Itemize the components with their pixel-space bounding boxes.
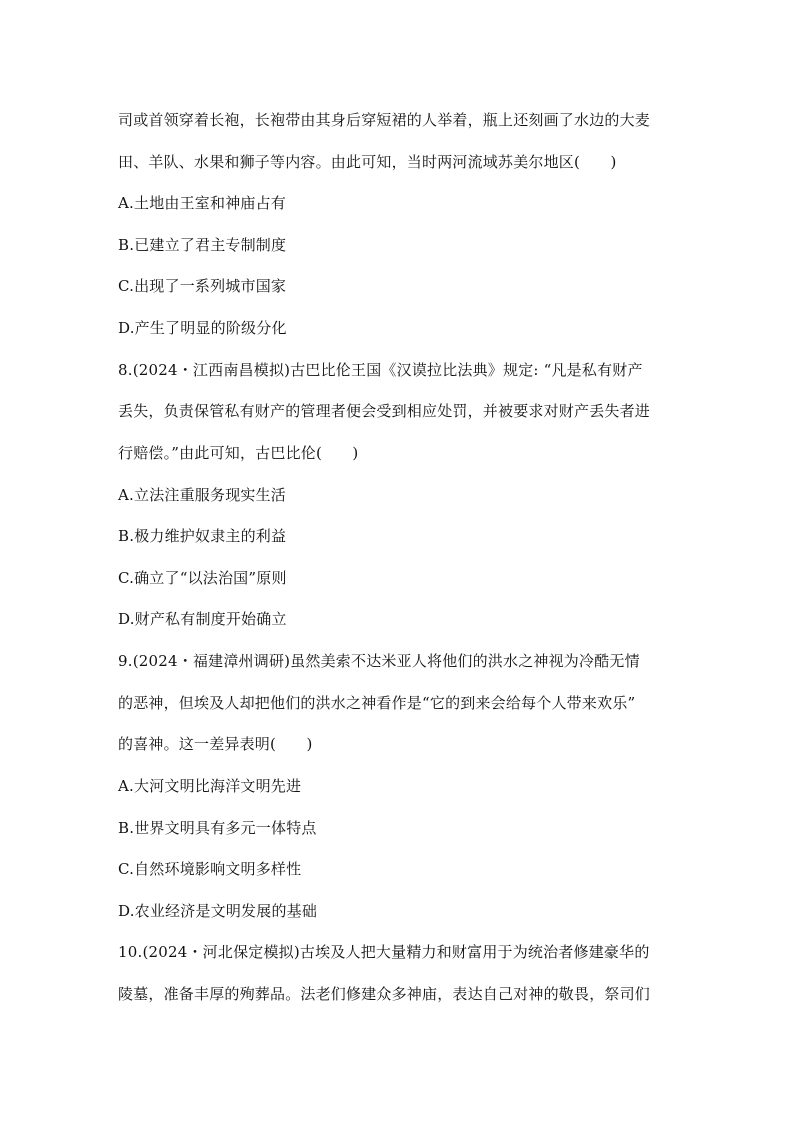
q8-option-c: C.确立了“以法治国”原则 (118, 569, 287, 587)
q8-stem-line-3: 行赔偿。”由此可知，古巴比伦( ) (118, 444, 359, 462)
q7-option-d: D.产生了明显的阶级分化 (118, 319, 287, 337)
q8-stem-line-1: 8.(2024・江西南昌模拟)古巴比伦王国《汉谟拉比法典》规定: “凡是私有财产 (118, 361, 643, 379)
q9-option-d: D.农业经济是文明发展的基础 (118, 902, 318, 920)
q7-option-b: B.已建立了君主专制制度 (118, 236, 287, 254)
q7-stem-line-1: 司或首领穿着长袍，长袍带由其身后穿短裙的人举着，瓶上还刻画了水边的大麦 (118, 111, 651, 129)
q10-stem-line-1: 10.(2024・河北保定模拟)古埃及人把大量精力和财富用于为统治者修建豪华的 (118, 943, 650, 961)
q7-option-c: C.出现了一系列城市国家 (118, 277, 287, 295)
q9-stem-line-2: 的恶神，但埃及人却把他们的洪水之神看作是“它的到来会给每个人带来欢乐” (118, 694, 636, 712)
q8-option-b: B.极力维护奴隶主的利益 (118, 527, 287, 545)
q8-stem-line-2: 丢失，负责保管私有财产的管理者便会受到相应处罚，并被要求对财产丢失者进 (118, 402, 651, 420)
q9-option-b: B.世界文明具有多元一体特点 (118, 819, 317, 837)
q8-option-d: D.财产私有制度开始确立 (118, 610, 287, 628)
q9-option-a: A.大河文明比海洋文明先进 (118, 777, 302, 795)
q9-option-c: C.自然环境影响文明多样性 (118, 860, 302, 878)
q9-stem-line-1: 9.(2024・福建漳州调研)虽然美索不达米亚人将他们的洪水之神视为冷酷无情 (118, 652, 640, 670)
q8-option-a: A.立法注重服务现实生活 (118, 486, 287, 504)
q7-option-a: A.土地由王室和神庙占有 (118, 194, 287, 212)
q9-stem-line-3: 的喜神。这一差异表明( ) (118, 735, 313, 753)
q10-stem-line-2: 陵墓，准备丰厚的殉葬品。法老们修建众多神庙，表达自己对神的敬畏，祭司们 (118, 985, 651, 1003)
q7-stem-line-2: 田、羊队、水果和狮子等内容。由此可知，当时两河流域苏美尔地区( ) (118, 153, 617, 171)
